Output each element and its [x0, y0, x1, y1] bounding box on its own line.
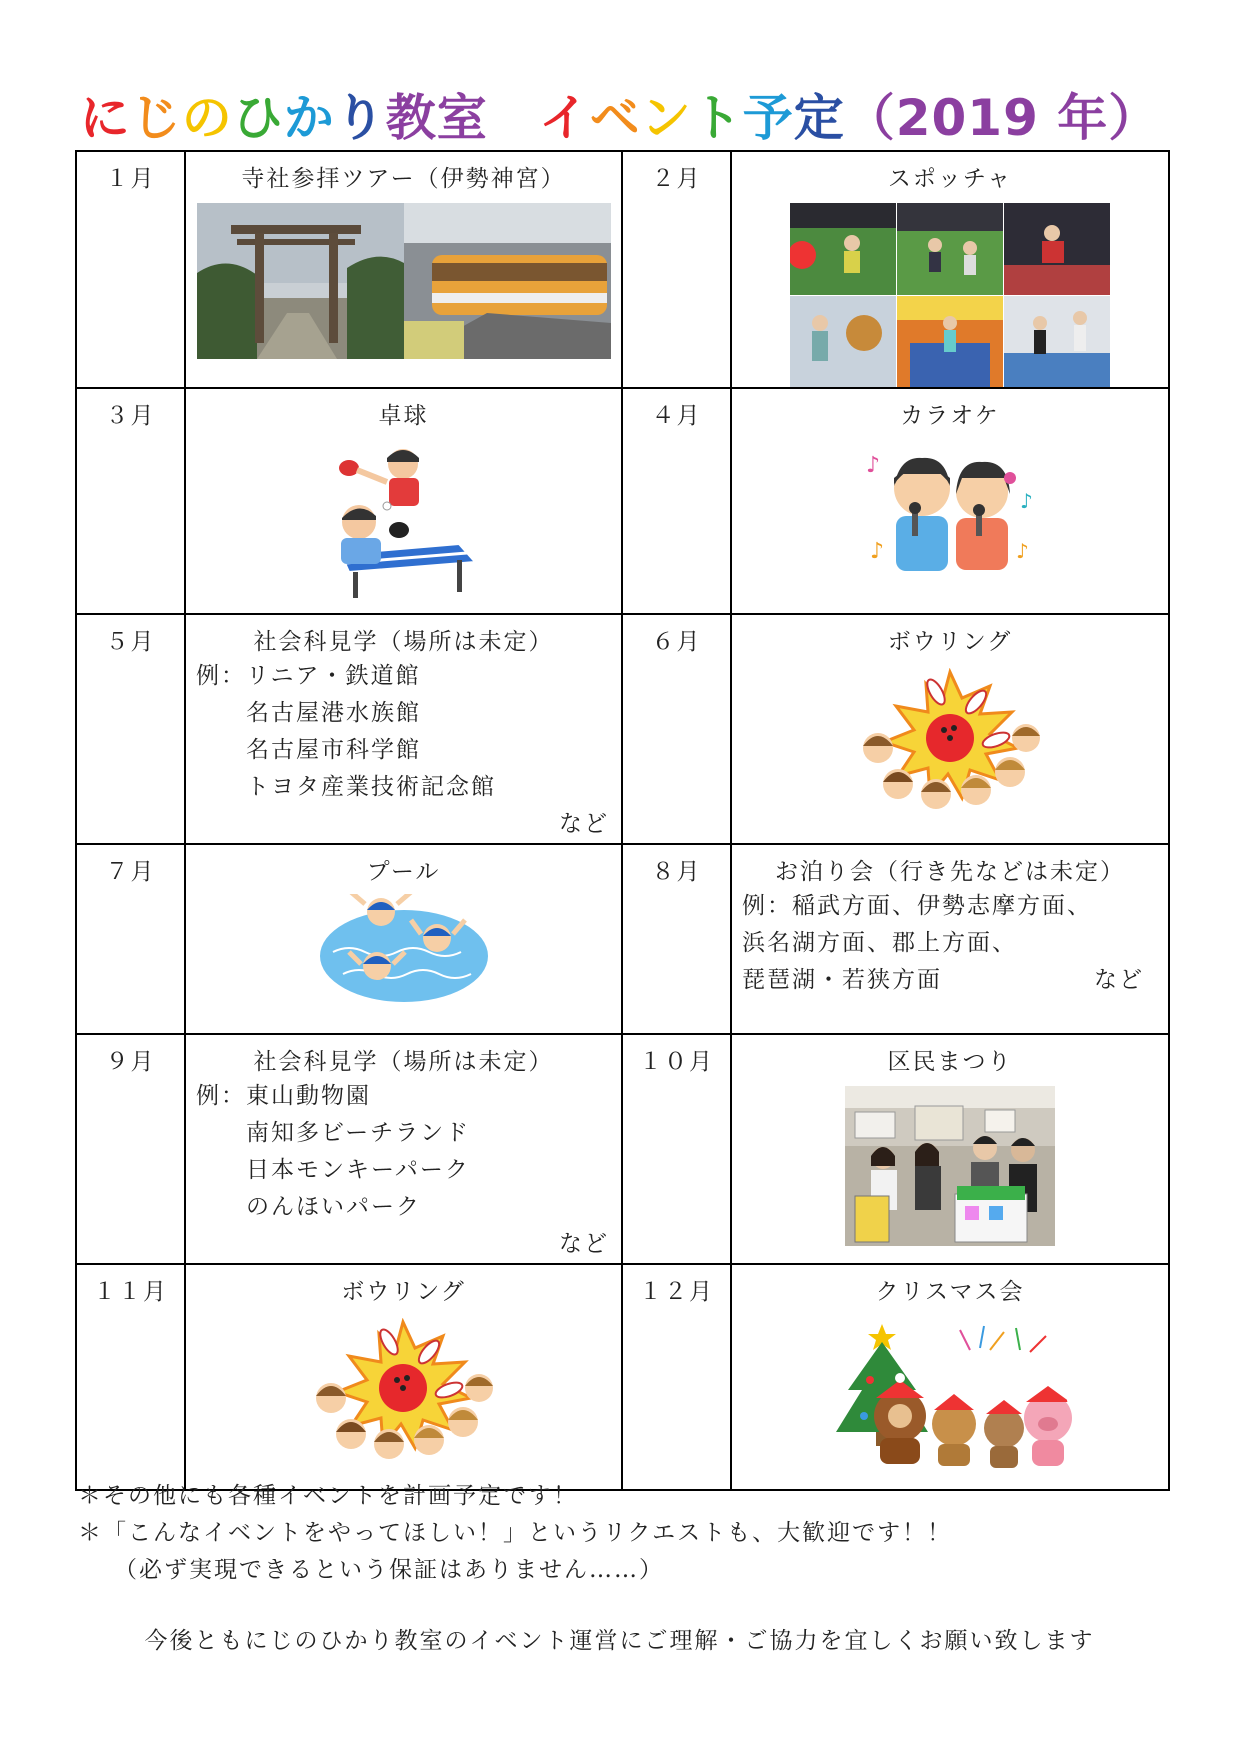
title-char [488, 78, 539, 150]
month-cell: ５月 [76, 614, 185, 844]
event-title: ボウリング [887, 629, 1013, 655]
title-char: ン [640, 89, 692, 147]
month-cell: １月 [76, 151, 185, 388]
event-title: 卓球 [378, 403, 429, 429]
event-details [186, 656, 621, 843]
table-row [76, 388, 1169, 614]
etc-label: など [559, 811, 609, 837]
etc-label: など [1094, 967, 1144, 993]
table-row [76, 614, 1169, 844]
event-title: 社会科見学（場所は未定） [253, 629, 554, 655]
event-cell [185, 1034, 622, 1264]
event-cell [731, 614, 1169, 844]
table-tennis-illustration [329, 444, 479, 604]
title-char: の [181, 89, 233, 147]
example-line: 名古屋港水族館 [246, 700, 421, 726]
closing-message: 今後ともにじのひかり教室のイベント運営にご理解・ご協力を宜しくお願い致します [144, 1628, 1095, 1654]
month-cell: ３月 [76, 388, 185, 614]
table-row [76, 151, 1169, 388]
title-char: イ [538, 89, 590, 147]
event-cell [731, 844, 1169, 1034]
month-cell: １０月 [622, 1034, 731, 1264]
example-line: のんほいパーク [246, 1194, 421, 1220]
event-cell [731, 1034, 1169, 1264]
month-cell: ９月 [76, 1034, 185, 1264]
spocha-collage-photo [790, 203, 1110, 387]
table-row [76, 1264, 1169, 1490]
event-schedule-table [75, 150, 1170, 1491]
event-cell [185, 844, 622, 1034]
title-char: 予 [742, 89, 794, 147]
event-title: お泊り会（行き先などは未定） [775, 859, 1125, 885]
event-title: スポッチャ [887, 166, 1013, 192]
title-char: に [79, 89, 131, 147]
title-char: ト [691, 89, 743, 147]
event-cell [185, 151, 622, 388]
christmas-animals-illustration [820, 1320, 1080, 1470]
example-line: 浜名湖方面、郡上方面、 [742, 930, 1017, 956]
svg-text:♪: ♪ [870, 539, 885, 564]
event-title: ボウリング [341, 1279, 466, 1305]
torii-and-train-photo [197, 203, 611, 359]
note-line: ＊「こんなイベントをやってほしい！」というリクエストも、大歓迎です！！ [78, 1520, 953, 1546]
svg-text:♪: ♪ [1020, 489, 1033, 513]
note-line: ＊その他にも各種イベントを計画予定です！ [78, 1483, 578, 1509]
table-row [76, 1034, 1169, 1264]
table-row [76, 844, 1169, 1034]
event-title: カラオケ [900, 403, 1000, 429]
event-cell [185, 614, 622, 844]
event-cell [731, 388, 1169, 614]
example-line: トヨタ産業技術記念館 [246, 774, 496, 800]
event-cell [185, 388, 622, 614]
month-cell: ７月 [76, 844, 185, 1034]
event-details [732, 886, 1168, 999]
example-line: 例：東山動物園 [196, 1083, 371, 1109]
title-char: 教 [385, 89, 437, 147]
bowling-illustration [311, 1318, 496, 1468]
title-char: ベ [589, 89, 641, 147]
etc-label: など [559, 1231, 609, 1257]
title-char: か [283, 89, 335, 147]
notes [78, 1478, 952, 1589]
title-char: 室 [436, 89, 488, 147]
example-line: 名古屋市科学館 [246, 737, 421, 763]
title-char: ひ [232, 89, 284, 147]
example-line: 琵琶湖・若狭方面 [742, 967, 942, 993]
title-char: 定 [793, 89, 845, 147]
event-title: 区民まつり [887, 1049, 1013, 1075]
month-cell: ４月 [622, 388, 731, 614]
svg-text:♪: ♪ [1016, 539, 1029, 563]
example-line: 例：稲武方面、伊勢志摩方面、 [742, 893, 1092, 919]
event-details [186, 1076, 621, 1263]
note-line: （必ず実現できるという保証はありません……） [114, 1557, 664, 1583]
title-char: じ [130, 89, 182, 147]
svg-text:♪: ♪ [866, 453, 881, 478]
month-cell: １１月 [76, 1264, 185, 1490]
month-cell: １２月 [622, 1264, 731, 1490]
festival-booth-photo [845, 1086, 1055, 1246]
title-char: り [334, 89, 386, 147]
event-title: 社会科見学（場所は未定） [253, 1049, 554, 1075]
month-cell: ２月 [622, 151, 731, 388]
event-title: クリスマス会 [875, 1279, 1025, 1305]
event-cell [185, 1264, 622, 1490]
example-line: 例：リニア・鉄道館 [196, 663, 421, 689]
example-line: 日本モンキーパーク [246, 1157, 470, 1183]
page-title [0, 78, 1239, 150]
event-cell [731, 1264, 1169, 1490]
event-title: 寺社参拝ツアー（伊勢神宮） [241, 166, 566, 192]
bowling-illustration [858, 668, 1043, 818]
month-cell: ８月 [622, 844, 731, 1034]
title-char: （2019 年） [844, 89, 1160, 147]
karaoke-illustration [860, 448, 1040, 583]
pool-illustration [319, 894, 489, 1004]
event-cell [731, 151, 1169, 388]
example-line: 南知多ビーチランド [246, 1120, 471, 1146]
month-cell: ６月 [622, 614, 731, 844]
event-title: プール [366, 859, 441, 885]
